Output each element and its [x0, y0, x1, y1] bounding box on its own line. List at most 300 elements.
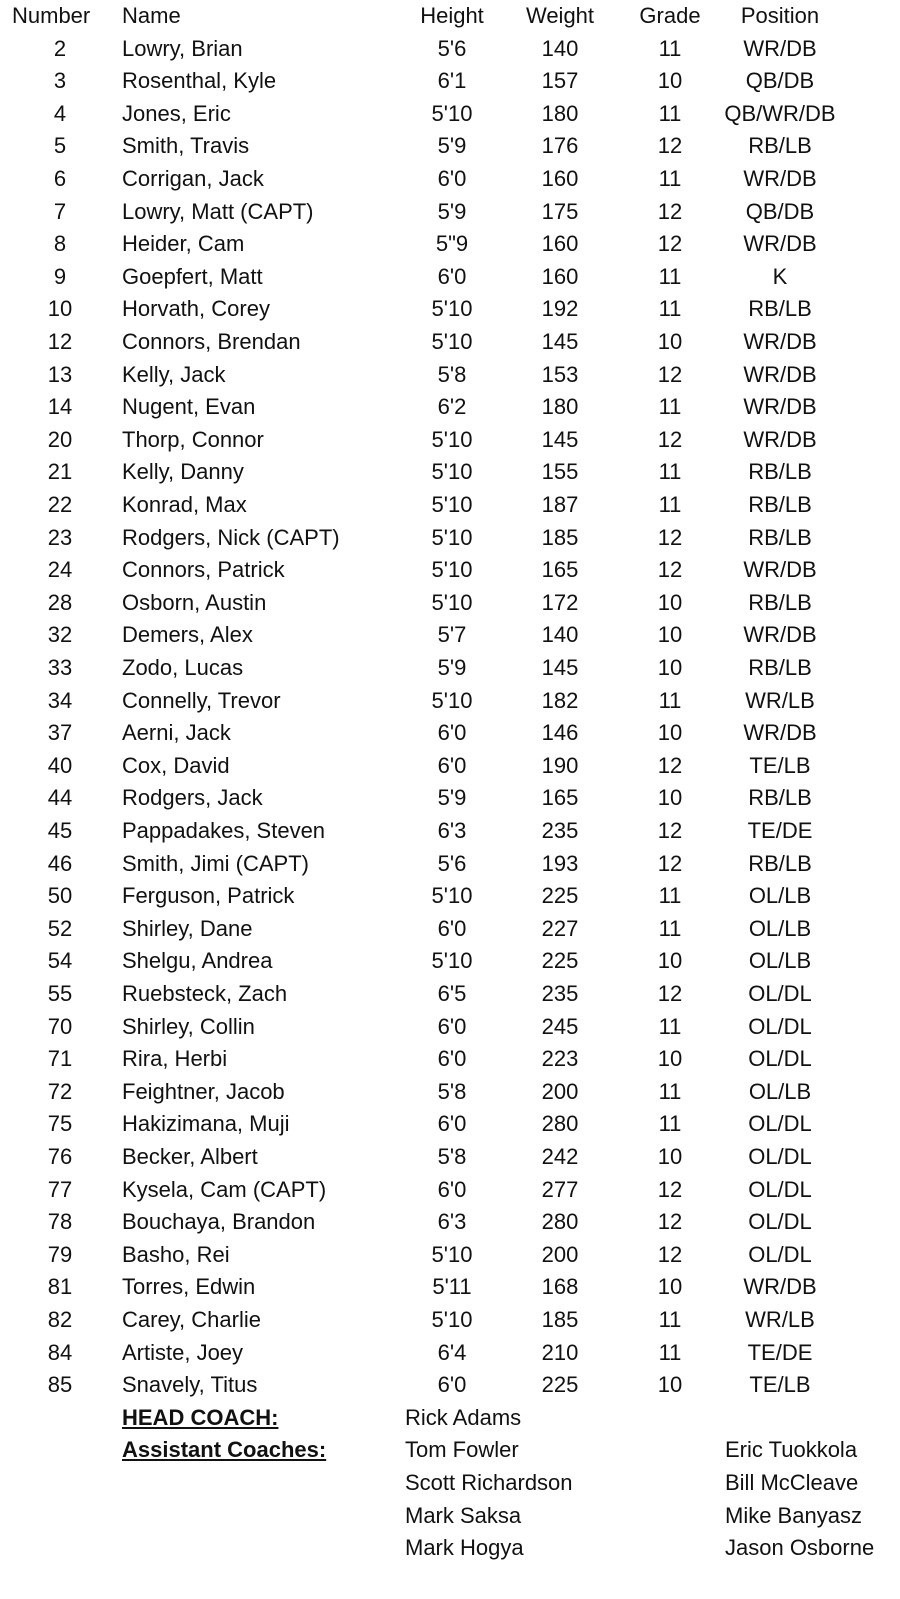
player-number: 21 [47, 459, 73, 485]
coach-row [0, 1532, 900, 1565]
player-name: Rira, Herbi [122, 1046, 228, 1072]
player-number: 33 [47, 655, 73, 680]
player-number: 52 [47, 915, 73, 941]
player-height: 6'2 [437, 394, 467, 420]
player-weight: 235 [541, 981, 579, 1006]
player-height: 5'10 [431, 589, 473, 615]
player-height: 5'10 [431, 492, 473, 517]
player-height: 5'10 [431, 296, 473, 322]
player-weight: 160 [541, 166, 579, 191]
player-weight: 242 [541, 1144, 579, 1169]
player-height: 5'7 [437, 622, 467, 648]
player-name: Kelly, Jack [122, 361, 226, 387]
table-row [0, 489, 900, 522]
player-height: 5'10 [431, 1307, 473, 1332]
player-position: WR/DB [743, 1274, 817, 1300]
player-number: 34 [47, 687, 73, 713]
player-height: 5'10 [431, 100, 473, 126]
player-number: 4 [53, 100, 67, 126]
player-grade: 11 [658, 394, 682, 420]
player-position: RB/LB [748, 655, 812, 680]
assistant-coach-name: Eric Tuokkola [725, 1437, 858, 1463]
player-height: 6'0 [437, 1372, 467, 1398]
player-height: 5'10 [431, 557, 473, 583]
player-name: Demers, Alex [122, 622, 253, 648]
table-row [0, 1108, 900, 1141]
player-weight: 175 [541, 198, 579, 224]
table-row [0, 587, 900, 620]
player-position: OL/DL [748, 1241, 812, 1267]
table-row [0, 1141, 900, 1174]
player-position: WR/DB [743, 231, 817, 257]
player-position: QB/WR/DB [724, 100, 836, 126]
player-position: OL/DL [748, 1046, 812, 1072]
player-position: OL/DL [748, 1013, 812, 1039]
player-weight: 145 [541, 426, 579, 452]
player-height: 5'8 [437, 361, 467, 387]
player-grade: 10 [657, 1372, 683, 1398]
player-weight: 157 [541, 68, 579, 94]
player-grade: 11 [658, 263, 682, 289]
player-name: Torres, Edwin [122, 1274, 256, 1300]
player-weight: 145 [541, 655, 579, 680]
table-row [0, 848, 900, 881]
player-grade: 11 [658, 1339, 682, 1365]
table-row [0, 522, 900, 555]
table-row [0, 880, 900, 913]
player-height: 5'10 [431, 687, 473, 713]
player-weight: 192 [541, 296, 579, 322]
player-position: WR/DB [743, 35, 817, 61]
player-grade: 10 [657, 948, 683, 974]
player-weight: 280 [541, 1209, 579, 1235]
player-grade: 10 [657, 1046, 683, 1072]
table-row [0, 1369, 900, 1402]
table-row [0, 717, 900, 750]
player-grade: 12 [657, 1241, 683, 1267]
player-height: 5'6 [437, 35, 467, 61]
header-height: Height [420, 3, 484, 28]
player-height: 6'0 [437, 1111, 467, 1137]
player-grade: 10 [657, 655, 683, 680]
assistant-coach-name: Tom Fowler [405, 1437, 519, 1463]
player-position: TE/LB [749, 1372, 811, 1398]
player-name: Lowry, Matt (CAPT) [122, 198, 314, 224]
player-weight: 210 [541, 1339, 579, 1365]
player-name: Rodgers, Nick (CAPT) [122, 524, 340, 550]
player-name: Goepfert, Matt [122, 263, 263, 289]
player-position: OL/DL [748, 1144, 812, 1169]
table-row [0, 1043, 900, 1076]
player-weight: 280 [541, 1111, 579, 1137]
player-name: Zodo, Lucas [122, 655, 244, 680]
assistant-coach-name: Scott Richardson [405, 1470, 573, 1495]
player-weight: 146 [541, 720, 579, 746]
player-number: 85 [47, 1372, 73, 1398]
assistant-coaches-label: Assistant Coaches: [122, 1437, 327, 1463]
player-grade: 12 [657, 818, 683, 843]
player-name: Osborn, Austin [122, 589, 267, 615]
player-weight: 185 [541, 524, 579, 550]
player-height: 5'9 [437, 785, 467, 811]
player-grade: 11 [658, 915, 682, 941]
table-row [0, 1239, 900, 1272]
assistant-coach-name: Mark Hogya [405, 1535, 524, 1561]
player-weight: 140 [541, 622, 579, 648]
player-position: RB/LB [748, 133, 812, 159]
player-grade: 12 [657, 557, 683, 583]
player-name: Heider, Cam [122, 231, 245, 257]
player-height: 5'10 [431, 329, 473, 354]
player-number: 7 [53, 198, 67, 224]
player-position: WR/DB [743, 557, 817, 583]
player-number: 50 [47, 883, 73, 909]
table-row [0, 424, 900, 457]
player-number: 5 [53, 133, 67, 159]
player-number: 13 [47, 361, 73, 387]
player-position: OL/DL [748, 981, 812, 1006]
player-weight: 225 [541, 1372, 579, 1398]
player-position: WR/DB [743, 622, 817, 648]
assistant-coach-name: Bill McCleave [725, 1470, 859, 1495]
player-grade: 12 [657, 524, 683, 550]
player-number: 8 [53, 231, 67, 257]
player-height: 5'9 [437, 133, 467, 159]
player-weight: 223 [541, 1046, 579, 1072]
player-grade: 10 [657, 329, 683, 354]
player-position: QB/DB [745, 198, 815, 224]
player-number: 9 [53, 263, 67, 289]
player-grade: 11 [658, 100, 682, 126]
player-weight: 187 [541, 492, 579, 517]
table-row [0, 782, 900, 815]
player-name: Shelgu, Andrea [122, 948, 273, 974]
player-number: 23 [47, 524, 73, 550]
player-grade: 11 [658, 166, 682, 191]
table-row [0, 619, 900, 652]
player-weight: 182 [541, 687, 579, 713]
player-weight: 168 [541, 1274, 579, 1300]
player-number: 55 [47, 981, 73, 1006]
player-height: 6'0 [437, 1013, 467, 1039]
head-coach-name: Rick Adams [405, 1404, 522, 1430]
table-row [0, 1271, 900, 1304]
table-row [0, 1076, 900, 1109]
player-height: 6'0 [437, 166, 467, 191]
player-name: Basho, Rei [122, 1241, 230, 1267]
player-number: 3 [53, 68, 67, 94]
table-row [0, 913, 900, 946]
player-number: 2 [53, 35, 67, 61]
player-grade: 12 [657, 752, 683, 778]
player-name: Smith, Jimi (CAPT) [122, 850, 309, 876]
player-weight: 160 [541, 263, 579, 289]
player-position: TE/DE [747, 818, 813, 843]
player-number: 40 [47, 752, 73, 778]
player-weight: 180 [541, 100, 579, 126]
table-row [0, 945, 900, 978]
player-weight: 227 [541, 915, 579, 941]
player-grade: 11 [658, 1307, 682, 1332]
player-number: 28 [47, 589, 73, 615]
player-number: 22 [47, 492, 73, 517]
table-row [0, 293, 900, 326]
player-height: 5'10 [431, 948, 473, 974]
player-name: Konrad, Max [122, 492, 247, 517]
table-row [0, 554, 900, 587]
player-number: 10 [47, 296, 73, 322]
table-row [0, 163, 900, 196]
player-height: 6'0 [437, 263, 467, 289]
player-name: Smith, Travis [122, 133, 250, 159]
player-weight: 185 [541, 1307, 579, 1332]
table-row [0, 1337, 900, 1370]
table-header-row [0, 0, 900, 33]
player-weight: 140 [541, 35, 579, 61]
player-position: WR/DB [743, 720, 817, 746]
player-position: OL/DL [748, 1209, 812, 1235]
player-position: TE/DE [747, 1339, 813, 1365]
player-height: 5'9 [437, 198, 467, 224]
player-position: WR/DB [743, 394, 817, 420]
player-number: 82 [47, 1307, 73, 1332]
player-height: 5'11 [432, 1274, 472, 1300]
player-position: K [772, 263, 788, 289]
player-name: Feightner, Jacob [122, 1078, 285, 1104]
player-name: Hakizimana, Muji [122, 1111, 290, 1137]
player-name: Kysela, Cam (CAPT) [122, 1176, 327, 1202]
player-name: Carey, Charlie [122, 1307, 261, 1332]
player-height: 5'10 [431, 459, 473, 485]
table-row [0, 978, 900, 1011]
player-position: WR/DB [743, 426, 817, 452]
player-weight: 180 [541, 394, 579, 420]
player-weight: 245 [541, 1013, 579, 1039]
player-number: 81 [47, 1274, 73, 1300]
table-row [0, 391, 900, 424]
player-weight: 165 [541, 785, 579, 811]
player-number: 84 [47, 1339, 73, 1365]
player-weight: 160 [541, 231, 579, 257]
player-weight: 190 [541, 752, 579, 778]
player-name: Pappadakes, Steven [122, 818, 326, 843]
player-name: Connelly, Trevor [122, 687, 281, 713]
table-row [0, 33, 900, 66]
coach-row [0, 1500, 900, 1533]
table-row [0, 815, 900, 848]
player-grade: 10 [657, 1274, 683, 1300]
player-name: Nugent, Evan [122, 394, 256, 420]
player-weight: 235 [541, 818, 579, 843]
player-grade: 10 [657, 622, 683, 648]
player-height: 6'0 [437, 1046, 467, 1072]
player-number: 75 [47, 1111, 73, 1137]
player-name: Lowry, Brian [122, 35, 243, 61]
coach-row [0, 1467, 900, 1500]
player-number: 45 [47, 818, 73, 843]
player-position: RB/LB [748, 459, 812, 485]
player-grade: 12 [657, 1209, 683, 1235]
player-position: RB/LB [748, 850, 812, 876]
player-height: 5'10 [431, 426, 473, 452]
player-number: 76 [47, 1144, 73, 1169]
player-weight: 145 [541, 329, 579, 354]
coach-row [0, 1434, 900, 1467]
assistant-coach-name: Jason Osborne [725, 1535, 875, 1561]
player-weight: 225 [541, 883, 579, 909]
player-weight: 155 [541, 459, 579, 485]
player-weight: 172 [541, 589, 579, 615]
player-number: 32 [47, 622, 73, 648]
player-height: 5'9 [437, 655, 467, 680]
player-position: OL/DL [748, 1111, 812, 1137]
table-row [0, 1304, 900, 1337]
player-grade: 12 [657, 361, 683, 387]
coach-row [0, 1402, 900, 1435]
player-name: Snavely, Titus [122, 1372, 258, 1398]
player-position: OL/LB [748, 1078, 812, 1104]
player-height: 6'3 [437, 1209, 467, 1235]
table-row [0, 65, 900, 98]
player-position: OL/LB [748, 915, 812, 941]
player-name: Bouchaya, Brandon [122, 1209, 316, 1235]
table-row [0, 326, 900, 359]
player-height: 6'0 [437, 752, 467, 778]
player-height: 5'8 [437, 1144, 467, 1169]
player-height: 6'4 [437, 1339, 467, 1365]
player-height: 6'0 [437, 915, 467, 941]
player-grade: 12 [657, 981, 683, 1006]
header-number: Number [12, 3, 91, 28]
player-number: 72 [47, 1078, 73, 1104]
player-grade: 11 [658, 492, 682, 517]
player-height: 5'8 [437, 1078, 467, 1104]
player-number: 79 [47, 1241, 73, 1267]
table-row [0, 652, 900, 685]
player-height: 5'10 [431, 883, 473, 909]
player-name: Corrigan, Jack [122, 166, 264, 191]
player-position: RB/LB [748, 296, 812, 322]
player-number: 71 [47, 1046, 73, 1072]
player-name: Rodgers, Jack [122, 785, 263, 811]
player-name: Horvath, Corey [122, 296, 270, 322]
player-weight: 176 [541, 133, 579, 159]
player-position: RB/LB [748, 589, 812, 615]
player-weight: 165 [541, 557, 579, 583]
player-weight: 200 [541, 1241, 579, 1267]
player-height: 6'0 [437, 720, 467, 746]
table-row [0, 1206, 900, 1239]
player-height: 5"9 [435, 231, 469, 257]
player-name: Connors, Patrick [122, 557, 285, 583]
player-grade: 11 [658, 883, 682, 909]
player-position: WR/LB [745, 1307, 815, 1332]
table-row [0, 685, 900, 718]
player-height: 5'10 [431, 1241, 473, 1267]
assistant-coach-name: Mark Saksa [405, 1502, 522, 1528]
player-grade: 10 [657, 1144, 683, 1169]
player-weight: 193 [541, 850, 579, 876]
player-position: OL/DL [748, 1176, 812, 1202]
player-name: Ferguson, Patrick [122, 883, 295, 909]
player-grade: 12 [657, 231, 683, 257]
player-height: 5'10 [431, 524, 473, 550]
player-name: Becker, Albert [122, 1144, 258, 1169]
table-row [0, 359, 900, 392]
player-height: 5'6 [437, 850, 467, 876]
player-height: 6'1 [437, 68, 467, 94]
player-grade: 12 [657, 1176, 683, 1202]
player-position: WR/DB [743, 166, 817, 191]
table-row [0, 196, 900, 229]
player-position: RB/LB [748, 492, 812, 517]
table-row [0, 1174, 900, 1207]
player-weight: 225 [541, 948, 579, 974]
player-grade: 10 [657, 68, 683, 94]
player-name: Artiste, Joey [122, 1339, 244, 1365]
player-weight: 200 [541, 1078, 579, 1104]
player-number: 78 [47, 1209, 73, 1235]
player-number: 12 [47, 329, 73, 354]
player-position: WR/DB [743, 329, 817, 354]
player-number: 24 [47, 557, 73, 583]
player-name: Ruebsteck, Zach [122, 981, 288, 1006]
header-position: Position [740, 3, 820, 28]
player-position: TE/LB [749, 752, 811, 778]
player-grade: 11 [658, 296, 682, 322]
player-number: 37 [47, 720, 73, 746]
header-weight: Weight [525, 3, 595, 28]
player-number: 6 [53, 166, 67, 191]
header-grade: Grade [639, 3, 701, 28]
player-name: Kelly, Danny [122, 459, 244, 485]
player-grade: 11 [658, 1111, 682, 1137]
player-name: Cox, David [122, 752, 230, 778]
player-name: Rosenthal, Kyle [122, 68, 277, 94]
assistant-coach-name: Mike Banyasz [725, 1502, 862, 1528]
player-number: 70 [47, 1013, 73, 1039]
player-name: Jones, Eric [122, 100, 231, 126]
table-row [0, 228, 900, 261]
table-row [0, 98, 900, 131]
player-grade: 11 [658, 1013, 682, 1039]
player-grade: 11 [658, 687, 682, 713]
header-name: Name [122, 3, 181, 28]
table-row [0, 456, 900, 489]
player-position: WR/LB [745, 687, 815, 713]
player-weight: 277 [541, 1176, 579, 1202]
player-weight: 153 [541, 361, 579, 387]
player-grade: 11 [658, 459, 682, 485]
player-height: 6'3 [437, 818, 467, 843]
player-grade: 11 [658, 35, 682, 61]
player-position: RB/LB [748, 524, 812, 550]
player-position: OL/LB [748, 948, 812, 974]
player-number: 44 [47, 785, 73, 811]
table-row [0, 750, 900, 783]
player-grade: 12 [657, 133, 683, 159]
player-position: OL/LB [748, 883, 812, 909]
player-number: 77 [47, 1176, 73, 1202]
player-grade: 12 [657, 426, 683, 452]
player-grade: 12 [657, 850, 683, 876]
player-grade: 10 [657, 785, 683, 811]
player-number: 20 [47, 426, 73, 452]
player-name: Aerni, Jack [122, 720, 231, 746]
player-position: WR/DB [743, 361, 817, 387]
player-number: 14 [47, 394, 73, 420]
player-grade: 10 [657, 720, 683, 746]
